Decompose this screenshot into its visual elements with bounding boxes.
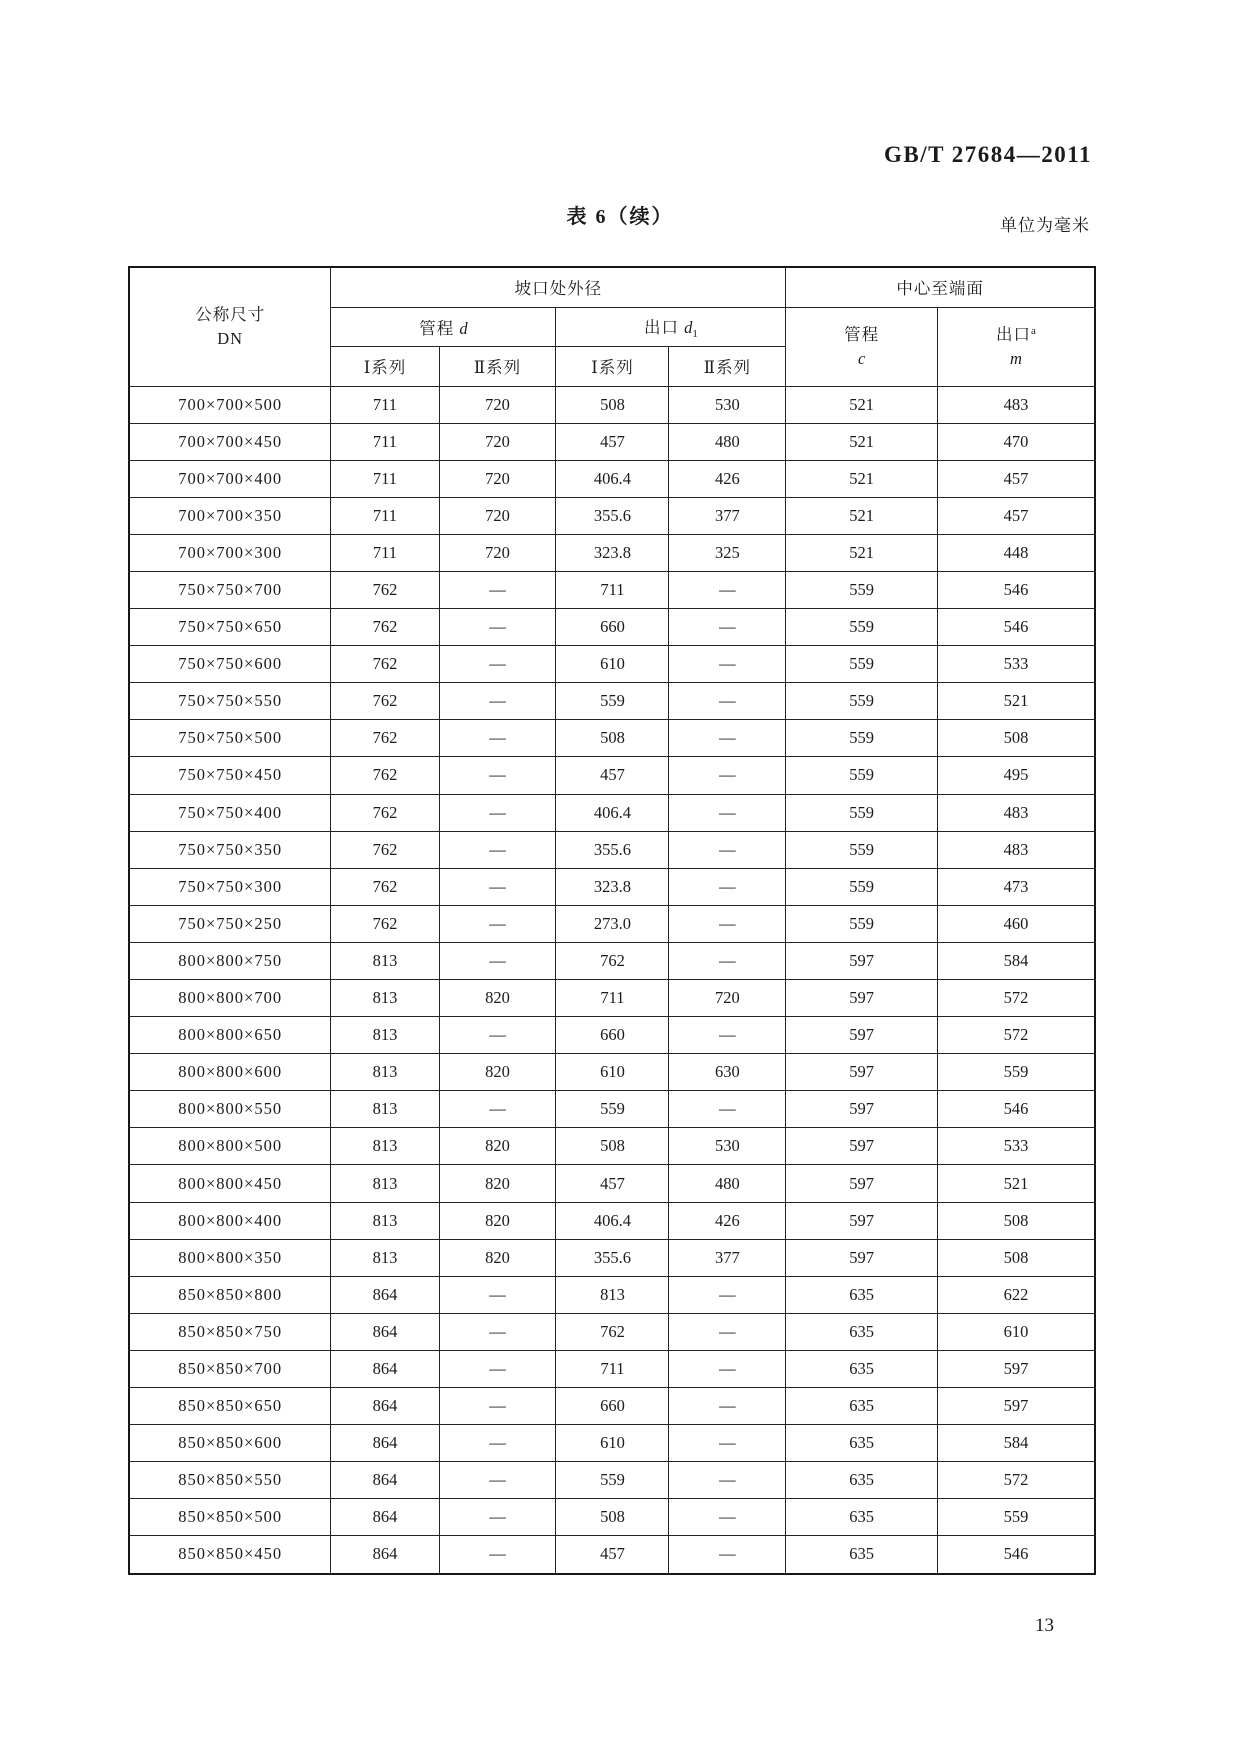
run-series1-cell: 813	[331, 1054, 439, 1091]
footnote-a-marker: a	[1031, 324, 1036, 337]
table-row	[129, 1462, 1095, 1499]
run-series1-cell: 864	[331, 1536, 439, 1574]
run-series1-cell: 762	[331, 720, 439, 757]
dn-cell: 700×700×500	[129, 386, 331, 423]
outlet-series1-cell: 610	[556, 646, 669, 683]
outlet-series1-cell: 610	[556, 1425, 669, 1462]
dn-cell: 700×700×400	[129, 460, 331, 497]
dn-cell: 750×750×500	[129, 720, 331, 757]
table-row	[129, 868, 1095, 905]
center-run-cell: 597	[786, 980, 938, 1017]
center-outlet-cell: 546	[938, 1091, 1096, 1128]
run-series1-cell: 813	[331, 1091, 439, 1128]
center-outlet-cell: 508	[938, 720, 1096, 757]
run-series2-cell: —	[439, 1017, 556, 1054]
dn-cell: 850×850×700	[129, 1350, 331, 1387]
center-outlet-cell: 508	[938, 1202, 1096, 1239]
center-outlet-cell: 546	[938, 609, 1096, 646]
center-outlet-cell: 559	[938, 1499, 1096, 1536]
center-run-cell: 635	[786, 1350, 938, 1387]
center-run-cell: 559	[786, 609, 938, 646]
outlet-series1-cell: 355.6	[556, 497, 669, 534]
dn-cell: 850×850×800	[129, 1276, 331, 1313]
table-row	[129, 1388, 1095, 1425]
outlet-series1-cell: 559	[556, 1462, 669, 1499]
center-run-cell: 559	[786, 683, 938, 720]
outlet-series2-cell: —	[669, 1017, 786, 1054]
run-series2-cell: —	[439, 646, 556, 683]
center-outlet-header: 出口$^a$ m	[938, 307, 1096, 386]
outlet-series2-cell: —	[669, 1462, 786, 1499]
center-outlet-cell: 584	[938, 942, 1096, 979]
outlet-series2-cell: 530	[669, 1128, 786, 1165]
center-run-cell: 559	[786, 571, 938, 608]
outlet-series1-cell: 457	[556, 423, 669, 460]
run-series2-cell: 720	[439, 423, 556, 460]
outlet-series1-cell: 508	[556, 1499, 669, 1536]
dn-cell: 750×750×700	[129, 571, 331, 608]
table-row	[129, 1276, 1095, 1313]
table-row	[129, 497, 1095, 534]
center-run-cell: 521	[786, 534, 938, 571]
outlet-series2-cell: —	[669, 1499, 786, 1536]
run-series2-cell: —	[439, 1536, 556, 1574]
table-row	[129, 1239, 1095, 1276]
dn-cell: 700×700×300	[129, 534, 331, 571]
outlet-series2-cell: —	[669, 905, 786, 942]
center-to-end-group-header: 中心至端面	[786, 267, 1095, 307]
run-series2-cell: —	[439, 757, 556, 794]
table-row	[129, 1165, 1095, 1202]
outlet-d1-header: 出口 $d_1$	[556, 307, 786, 347]
center-outlet-cell: 483	[938, 831, 1096, 868]
outlet-series2-header: Ⅱ系列	[669, 347, 786, 387]
center-outlet-cell: 572	[938, 1462, 1096, 1499]
table-row	[129, 720, 1095, 757]
outlet-series1-cell: 355.6	[556, 1239, 669, 1276]
run-series1-cell: 864	[331, 1425, 439, 1462]
table-header	[129, 267, 1095, 386]
table-row	[129, 646, 1095, 683]
dn-cell: 700×700×450	[129, 423, 331, 460]
run-series1-cell: 762	[331, 794, 439, 831]
dn-cell: 800×800×750	[129, 942, 331, 979]
center-outlet-cell: 483	[938, 386, 1096, 423]
table-row	[129, 1536, 1095, 1574]
run-series2-cell: 720	[439, 497, 556, 534]
center-run-cell: 521	[786, 423, 938, 460]
center-run-cell: 597	[786, 1054, 938, 1091]
run-series1-cell: 762	[331, 757, 439, 794]
header-row-groups	[129, 267, 1095, 307]
run-series2-cell: —	[439, 1091, 556, 1128]
run-series1-cell: 762	[331, 571, 439, 608]
run-series2-cell: —	[439, 942, 556, 979]
outlet-series2-cell: —	[669, 1350, 786, 1387]
center-run-cell: 521	[786, 386, 938, 423]
run-series1-cell: 762	[331, 905, 439, 942]
run-series1-cell: 864	[331, 1499, 439, 1536]
center-run-cell: 635	[786, 1276, 938, 1313]
dn-cell: 850×850×600	[129, 1425, 331, 1462]
table-row	[129, 1313, 1095, 1350]
table-row	[129, 609, 1095, 646]
standard-code: GB/T 27684—2011	[883, 142, 1092, 167]
run-d-variable: d	[459, 318, 468, 338]
run-series2-cell: —	[439, 720, 556, 757]
run-series2-cell: —	[439, 1462, 556, 1499]
center-outlet-cell: 495	[938, 757, 1096, 794]
run-series2-cell: 820	[439, 980, 556, 1017]
outlet-series2-cell: —	[669, 1425, 786, 1462]
outlet-series1-cell: 323.8	[556, 534, 669, 571]
outlet-series1-cell: 660	[556, 609, 669, 646]
center-outlet-cell: 448	[938, 534, 1096, 571]
run-series2-cell: —	[439, 1499, 556, 1536]
table-row	[129, 386, 1095, 423]
center-run-cell: 635	[786, 1536, 938, 1574]
run-series1-cell: 813	[331, 1128, 439, 1165]
outlet-series2-cell: —	[669, 757, 786, 794]
center-run-cell: 597	[786, 1165, 938, 1202]
table-row	[129, 423, 1095, 460]
outlet-series2-cell: —	[669, 571, 786, 608]
run-series2-cell: —	[439, 868, 556, 905]
outlet-series1-cell: 711	[556, 980, 669, 1017]
outlet-series2-cell: —	[669, 1276, 786, 1313]
run-series2-cell: 820	[439, 1165, 556, 1202]
run-series1-cell: 813	[331, 980, 439, 1017]
run-series1-cell: 864	[331, 1462, 439, 1499]
run-series2-cell: —	[439, 794, 556, 831]
dn-cell: 800×800×650	[129, 1017, 331, 1054]
dn-cell: 850×850×550	[129, 1462, 331, 1499]
run-series1-cell: 864	[331, 1276, 439, 1313]
dn-header-cell	[129, 267, 331, 386]
center-outlet-cell: 533	[938, 646, 1096, 683]
center-outlet-variable: m	[1010, 348, 1022, 368]
table-row	[129, 534, 1095, 571]
outlet-series1-cell: 762	[556, 1313, 669, 1350]
center-run-cell: 635	[786, 1425, 938, 1462]
run-series2-cell: —	[439, 1313, 556, 1350]
run-series2-cell: —	[439, 683, 556, 720]
outlet-series2-cell: 480	[669, 1165, 786, 1202]
outlet-series2-cell: —	[669, 1313, 786, 1350]
center-outlet-cell: 470	[938, 423, 1096, 460]
outlet-series1-cell: 355.6	[556, 831, 669, 868]
center-run-cell: 559	[786, 905, 938, 942]
outlet-series1-header: Ⅰ系列	[556, 347, 669, 387]
dn-cell: 800×800×600	[129, 1054, 331, 1091]
center-outlet-cell: 610	[938, 1313, 1096, 1350]
table-row	[129, 571, 1095, 608]
center-run-cell: 559	[786, 646, 938, 683]
run-series1-cell: 711	[331, 497, 439, 534]
run-series1-cell: 864	[331, 1313, 439, 1350]
center-outlet-cell: 473	[938, 868, 1096, 905]
dn-cell: 750×750×650	[129, 609, 331, 646]
outlet-series1-cell: 610	[556, 1054, 669, 1091]
outlet-series1-cell: 457	[556, 1536, 669, 1574]
table-row	[129, 942, 1095, 979]
outlet-series1-cell: 457	[556, 1165, 669, 1202]
run-series1-cell: 711	[331, 423, 439, 460]
run-series2-cell: —	[439, 571, 556, 608]
run-series1-cell: 813	[331, 1202, 439, 1239]
table-row	[129, 1017, 1095, 1054]
dn-cell: 700×700×350	[129, 497, 331, 534]
outlet-series1-cell: 660	[556, 1017, 669, 1054]
run-series2-cell: —	[439, 1388, 556, 1425]
outlet-d1-variable: d	[684, 317, 693, 337]
run-series1-cell: 864	[331, 1350, 439, 1387]
run-series2-cell: —	[439, 1350, 556, 1387]
dn-cell: 800×800×350	[129, 1239, 331, 1276]
run-series2-cell: 820	[439, 1202, 556, 1239]
dn-cell: 750×750×300	[129, 868, 331, 905]
dimension-table	[128, 266, 1096, 1575]
run-series1-cell: 711	[331, 460, 439, 497]
outlet-series2-cell: 426	[669, 460, 786, 497]
run-series2-cell: —	[439, 609, 556, 646]
run-series2-cell: 820	[439, 1128, 556, 1165]
outlet-series2-cell: —	[669, 683, 786, 720]
outlet-d1-subscript: 1	[692, 327, 698, 340]
center-run-cell: 559	[786, 757, 938, 794]
center-outlet-cell: 597	[938, 1350, 1096, 1387]
run-series1-cell: 762	[331, 868, 439, 905]
run-series1-cell: 762	[331, 646, 439, 683]
center-run-cell: 635	[786, 1499, 938, 1536]
outlet-series2-cell: —	[669, 942, 786, 979]
center-outlet-cell: 572	[938, 980, 1096, 1017]
outlet-series2-cell: —	[669, 720, 786, 757]
run-series2-cell: —	[439, 1276, 556, 1313]
run-series1-cell: 762	[331, 683, 439, 720]
center-outlet-cell: 559	[938, 1054, 1096, 1091]
run-series2-header: Ⅱ系列	[439, 347, 556, 387]
table-row	[129, 1128, 1095, 1165]
center-outlet-cell: 460	[938, 905, 1096, 942]
dn-header-line2: DN	[217, 328, 244, 348]
dn-cell: 800×800×700	[129, 980, 331, 1017]
dn-cell: 800×800×550	[129, 1091, 331, 1128]
outlet-series2-cell: 377	[669, 497, 786, 534]
outlet-series1-cell: 813	[556, 1276, 669, 1313]
center-outlet-cell: 483	[938, 794, 1096, 831]
table-row	[129, 683, 1095, 720]
table-row	[129, 460, 1095, 497]
outlet-series2-cell: 720	[669, 980, 786, 1017]
dn-cell: 750×750×250	[129, 905, 331, 942]
table-row	[129, 905, 1095, 942]
outlet-series2-cell: 480	[669, 423, 786, 460]
run-series2-cell: 820	[439, 1054, 556, 1091]
table-row	[129, 1091, 1095, 1128]
outlet-series1-cell: 559	[556, 683, 669, 720]
table-title: 表 6（续）	[566, 206, 674, 228]
center-run-cell: 635	[786, 1388, 938, 1425]
dn-cell: 850×850×650	[129, 1388, 331, 1425]
dn-cell: 750×750×450	[129, 757, 331, 794]
center-outlet-cell: 533	[938, 1128, 1096, 1165]
dn-cell: 750×750×350	[129, 831, 331, 868]
outlet-series1-cell: 406.4	[556, 794, 669, 831]
outlet-series1-cell: 508	[556, 386, 669, 423]
outlet-series2-cell: 377	[669, 1239, 786, 1276]
outlet-series1-cell: 711	[556, 571, 669, 608]
center-run-cell: 597	[786, 1202, 938, 1239]
center-outlet-cell: 546	[938, 571, 1096, 608]
outlet-series1-cell: 508	[556, 1128, 669, 1165]
dn-cell: 800×800×400	[129, 1202, 331, 1239]
center-outlet-cell: 597	[938, 1388, 1096, 1425]
outlet-series1-cell: 559	[556, 1091, 669, 1128]
outlet-series2-cell: —	[669, 794, 786, 831]
outlet-series1-cell: 406.4	[556, 460, 669, 497]
center-run-cell: 597	[786, 1017, 938, 1054]
outlet-series1-cell: 762	[556, 942, 669, 979]
outlet-series1-cell: 323.8	[556, 868, 669, 905]
outlet-series2-cell: —	[669, 609, 786, 646]
outlet-series1-cell: 406.4	[556, 1202, 669, 1239]
outlet-series2-cell: —	[669, 831, 786, 868]
outlet-series1-cell: 273.0	[556, 905, 669, 942]
run-series2-cell: 720	[439, 460, 556, 497]
center-outlet-cell: 457	[938, 497, 1096, 534]
center-outlet-cell: 572	[938, 1017, 1096, 1054]
dn-cell: 850×850×450	[129, 1536, 331, 1574]
center-run-cell: 559	[786, 831, 938, 868]
center-run-cell: 559	[786, 720, 938, 757]
run-series1-cell: 711	[331, 534, 439, 571]
center-outlet-cell: 584	[938, 1425, 1096, 1462]
center-run-cell: 521	[786, 460, 938, 497]
table-row	[129, 831, 1095, 868]
run-series1-cell: 813	[331, 942, 439, 979]
outlet-series2-cell: —	[669, 868, 786, 905]
outlet-series1-cell: 660	[556, 1388, 669, 1425]
unit-note: 单位为毫米	[1000, 216, 1090, 235]
run-series2-cell: 720	[439, 534, 556, 571]
dn-cell: 750×750×400	[129, 794, 331, 831]
table-row	[129, 757, 1095, 794]
center-outlet-cell: 457	[938, 460, 1096, 497]
outlet-series2-cell: 325	[669, 534, 786, 571]
run-series1-cell: 813	[331, 1165, 439, 1202]
outlet-series2-cell: —	[669, 1536, 786, 1574]
dn-cell: 850×850×500	[129, 1499, 331, 1536]
table-row	[129, 794, 1095, 831]
run-series1-cell: 864	[331, 1388, 439, 1425]
center-outlet-cell: 521	[938, 1165, 1096, 1202]
center-outlet-cell: 546	[938, 1536, 1096, 1574]
table-row	[129, 1350, 1095, 1387]
center-run-header: 管程 c	[786, 307, 938, 386]
center-run-cell: 635	[786, 1462, 938, 1499]
table-row	[129, 1202, 1095, 1239]
outlet-series2-cell: —	[669, 1091, 786, 1128]
dn-header-line1: 公称尺寸	[195, 304, 266, 324]
center-outlet-cell: 622	[938, 1276, 1096, 1313]
outlet-series1-cell: 711	[556, 1350, 669, 1387]
run-series2-cell: 820	[439, 1239, 556, 1276]
center-run-cell: 521	[786, 497, 938, 534]
run-series1-cell: 762	[331, 609, 439, 646]
outlet-series2-cell: 630	[669, 1054, 786, 1091]
bevel-od-group-header: 坡口处外径	[331, 267, 786, 307]
center-run-variable: c	[858, 348, 866, 368]
run-series1-cell: 813	[331, 1239, 439, 1276]
table-body	[129, 386, 1095, 1574]
page-number: 13	[1035, 1615, 1054, 1636]
table-row	[129, 980, 1095, 1017]
outlet-series2-cell: 530	[669, 386, 786, 423]
outlet-series2-cell: —	[669, 646, 786, 683]
table-row	[129, 1499, 1095, 1536]
run-series2-cell: —	[439, 1425, 556, 1462]
table-row	[129, 1425, 1095, 1462]
center-run-cell: 635	[786, 1313, 938, 1350]
center-run-cell: 559	[786, 794, 938, 831]
run-series1-cell: 813	[331, 1017, 439, 1054]
run-series1-cell: 762	[331, 831, 439, 868]
run-series2-cell: —	[439, 831, 556, 868]
center-run-cell: 597	[786, 1239, 938, 1276]
outlet-series1-cell: 508	[556, 720, 669, 757]
center-run-cell: 597	[786, 1091, 938, 1128]
dn-cell: 800×800×500	[129, 1128, 331, 1165]
dn-cell: 750×750×550	[129, 683, 331, 720]
center-run-cell: 597	[786, 1128, 938, 1165]
outlet-series2-cell: —	[669, 1388, 786, 1425]
center-outlet-cell: 521	[938, 683, 1096, 720]
table-row	[129, 1054, 1095, 1091]
run-series2-cell: 720	[439, 386, 556, 423]
run-series1-header: Ⅰ系列	[331, 347, 439, 387]
center-run-cell: 559	[786, 868, 938, 905]
dn-cell: 850×850×750	[129, 1313, 331, 1350]
dn-cell: 800×800×450	[129, 1165, 331, 1202]
dn-cell: 750×750×600	[129, 646, 331, 683]
run-series2-cell: —	[439, 905, 556, 942]
outlet-series1-cell: 457	[556, 757, 669, 794]
run-series1-cell: 711	[331, 386, 439, 423]
outlet-series2-cell: 426	[669, 1202, 786, 1239]
center-outlet-cell: 508	[938, 1239, 1096, 1276]
run-d-header: 管程 d	[331, 307, 556, 347]
center-run-cell: 597	[786, 942, 938, 979]
